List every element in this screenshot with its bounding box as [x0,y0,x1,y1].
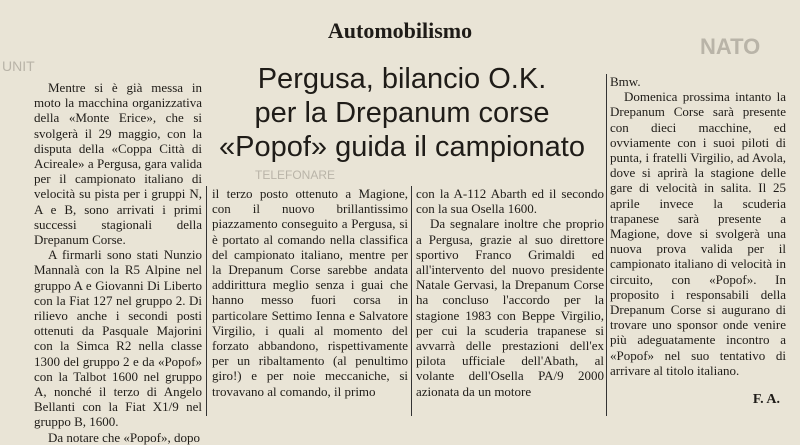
column-rule [411,186,412,416]
column-rule [206,186,207,416]
paragraph: Da segnalare inoltre che proprio a Pergusa, grazie al suo direttore sportivo Franco Grimaldi ed all'intervento del nuovo presidente Natale Gervasi, la Drepanum Corse ha concluso l'accordo per la stagione 1983 con Beppe Virgilio, per cui la scuderia trapanese si avvarrà delle prestazioni dell'ex pilota ufficiale dell'Abath, al volante dell'Osella PA/9 2000 azionata da un motore [416,216,604,399]
article-column-3 [416,186,604,399]
headline [212,62,592,164]
article-column-4 [610,74,786,378]
bleed-through-right: NATO [700,34,761,59]
headline-line-3: «Popof» guida il campionato [219,131,585,163]
paragraph: il terzo posto ottenuto a Magione, con il nuovo brillantissimo piazzamento conseguito a Pergusa, si è portato al comando nella classifica del campionato italiano, mentre per la Drepanum Corse sarebbe andata addirittura meglio senza i guai che hanno messo fuori corsa in particolare Settimo Ienna e Salvatore Virgilio, i quali al momento del forzato abbandono, rispettivamente per un ribaltamento (al penultimo giro!) e per noie meccaniche, si trovavano al comando, il primo [212,186,408,399]
paragraph: Bmw. [610,74,641,89]
paragraph: Mentre si è già messa in moto la macchina organizzativa della «Monte Erice», che si svolgerà il 29 maggio, con la disputa della «Coppa Città di Acireale» a Pergusa, gara valida per il campionato italiano di velocità su pista per i gruppi N, A e B, sono arrivati i primi successi stagionali della Drepanum Corse. [34,80,202,248]
section-kicker: Automobilismo [327,18,473,43]
article-column-2 [212,186,408,399]
article-column-1 [34,80,202,445]
bleed-through-mid: TELEFONARE [255,168,336,182]
headline-line-1: Pergusa, bilancio O.K. [257,63,547,95]
column-rule [606,74,607,416]
bleed-through-left: UNIT [2,58,35,74]
headline-line-2: per la Drepanum corse [254,97,550,129]
paragraph: Domenica prossima intanto la Drepanum Corse sarà presente con dieci macchine, ed ovviamente con i suoi piloti di punta, i fratelli Virgilio, ad Avola, dove si aprirà la stagione delle gare di velocità in salita. Il 25 aprile invece la scuderia trapanese sarà presente a Magione, dove si svolgerà una nuova prova valida per il campionato italiano di velocità in circuito, con «Popof». In proposito i responsabili della Drepanum Corse si augurano di trovare uno sponsor onde venire più adeguatamente incontro a «Popof» nel suo tentativo di arrivare al titolo italiano. [610,89,786,378]
paragraph: A firmarli sono stati Nunzio Mannalà con la R5 Alpine nel gruppo A e Giovanni Di Liberto con la Fiat 127 nel gruppo 2. Di rilievo anche i secondi posti ottenuti da Pasquale Majorini con la Simca R2 nella classe 1300 del gruppo 2 e da «Popof» con la Talbot 1600 nel gruppo A, nonché il terzo di Angelo Bellanti con la Fiat X1/9 nel gruppo B, 1600. [34,247,202,430]
paragraph: Da notare che «Popof», dopo [48,429,200,445]
paragraph: con la A-112 Abarth ed il secondo con la sua Osella 1600. [416,186,604,217]
author-signoff: F. A. [752,392,780,407]
